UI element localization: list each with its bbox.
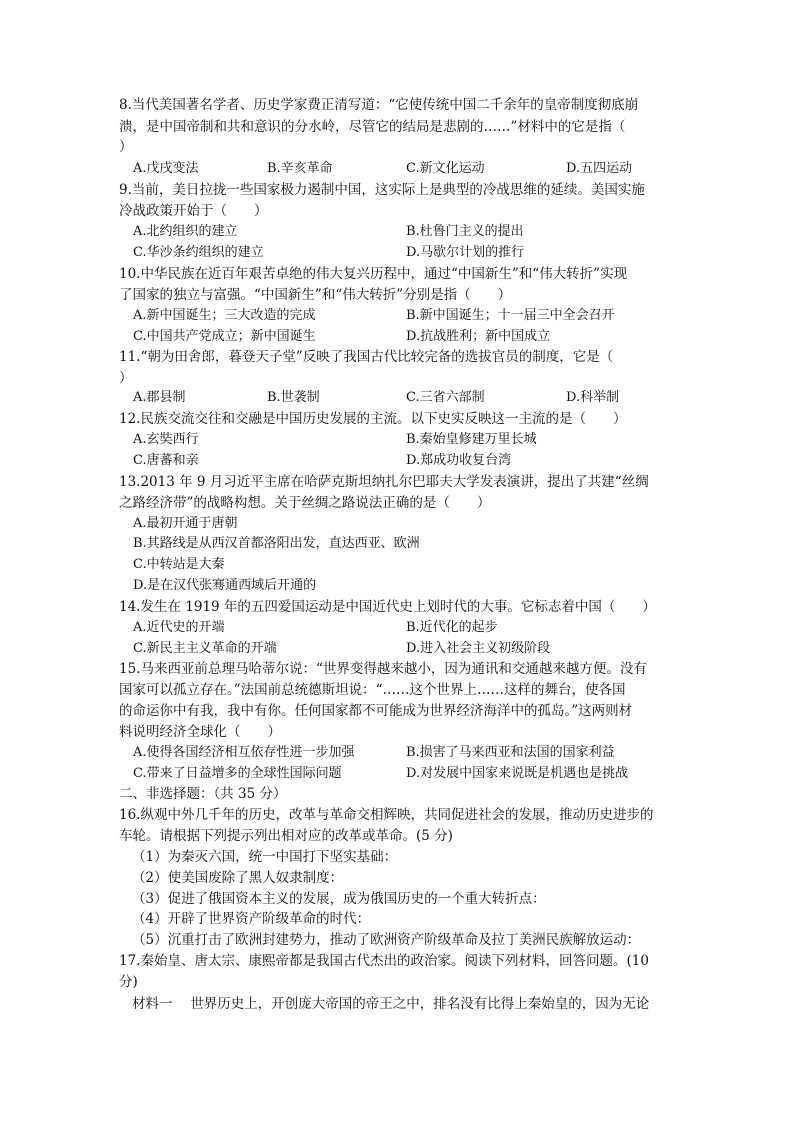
q8-stem-line-3: ） bbox=[119, 139, 133, 155]
q10-option-c: C.中国共产党成立；新中国诞生 bbox=[133, 329, 316, 344]
q14-option-c: C.新民主主义革命的开端 bbox=[133, 641, 277, 656]
q8-option-b: B.辛亥革命 bbox=[267, 161, 333, 176]
q10-stem-line-2: 了国家的独立与富强。“中国新生”和“伟大转折”分别是指（ ） bbox=[119, 287, 512, 303]
q16-item-2: （2）使美国废除了黑人奴隶制度： bbox=[132, 870, 344, 886]
q8-option-a: A.戊戌变法 bbox=[133, 161, 199, 176]
q13-stem-line-1: 13.2013 年 9 月习近平主席在哈萨克斯坦纳扎尔巴耶夫大学发表演讲，提出了共建“丝绸 bbox=[119, 474, 649, 490]
q15-stem-line-1: 15.马来西亚前总理马哈蒂尔说：“世界变得越来越小，因为通讯和交通越来越方便。没有 bbox=[119, 661, 647, 677]
q15-stem-line-3: 的命运你中有我，我中有你。任何国家都不可能成为世界经济海洋中的孤岛。”这两则材 bbox=[119, 703, 633, 719]
q15-option-b: B.损害了马来西亚和法国的国家利益 bbox=[406, 745, 615, 760]
q8-option-c: C.新文化运动 bbox=[406, 161, 485, 176]
q11-option-d: D.科举制 bbox=[566, 390, 620, 405]
q16-stem-line-2: 车轮。请根据下列提示列出相对应的改革或革命。(5 分) bbox=[119, 828, 453, 844]
q12-option-d: D.郑成功收复台湾 bbox=[406, 453, 512, 468]
q8-stem-line-1: 8.当代美国著名学者、历史学家费正清写道：“它使传统中国二千余年的皇帝制度彻底崩 bbox=[119, 97, 639, 113]
q17-stem-line-1: 17.秦始皇、唐太宗、康熙帝都是我国古代杰出的政治家。阅读下列材料，回答问题。(10 bbox=[119, 953, 649, 969]
section2-title: 二、非选择题：（共 35 分） bbox=[119, 786, 287, 802]
q11-option-b: B.世袭制 bbox=[267, 390, 320, 405]
q9-option-c: C.华沙条约组织的建立 bbox=[133, 245, 264, 260]
q16-item-4: （4）开辟了世界资产阶级革命的时代： bbox=[132, 911, 371, 927]
q14-stem-line-1: 14.发生在 1919 年的五四爱国运动是中国近代史上划时代的大事。它标志着中国（ ） bbox=[119, 599, 656, 615]
q12-stem-line-1: 12.民族交流交往和交融是中国历史发展的主流。以下史实反映这一主流的是（ ） bbox=[119, 411, 627, 427]
q11-stem-line-1: 11.“朝为田舍郎，暮登天子堂”反映了我国古代比较完备的选拔官员的制度，它是（ bbox=[119, 349, 614, 365]
q10-option-d: D.抗战胜利；新中国成立 bbox=[406, 329, 551, 344]
q11-option-c: C.三省六部制 bbox=[406, 390, 485, 405]
q9-stem-line-1: 9.当前，美日拉拢一些国家极力遏制中国，这实际上是典型的冷战思维的延续。美国实施 bbox=[119, 182, 645, 198]
q9-stem-line-2: 冷战政策开始于（ ） bbox=[119, 203, 268, 219]
q13-stem-line-2: 之路经济带”的战略构想。关于丝绸之路说法正确的是（ ） bbox=[119, 495, 491, 511]
q12-option-b: B.秦始皇修建万里长城 bbox=[406, 432, 537, 447]
q8-option-d: D.五四运动 bbox=[566, 161, 633, 176]
q11-stem-line-2: ） bbox=[119, 370, 133, 386]
q16-item-1: （1）为秦灭六国，统一中国打下坚实基础： bbox=[132, 849, 398, 865]
q11-option-a: A.郡县制 bbox=[133, 390, 186, 405]
q15-stem-line-2: 国家可以孤立存在。”法国前总统德斯坦说：“……这个世界上……这样的舞台，使各国 bbox=[119, 682, 626, 698]
q15-option-a: A.使得各国经济相互依存性进一步加强 bbox=[133, 745, 355, 760]
q16-stem-line-1: 16.纵观中外几千年的历史，改革与革命交相辉映，共同促进社会的发展，推动历史进步的 bbox=[119, 807, 654, 823]
q9-option-d: D.马歇尔计划的推行 bbox=[406, 245, 525, 260]
q12-option-a: A.玄奘西行 bbox=[133, 432, 199, 447]
q17-material-1: 材料一 世界历史上，开创庞大帝国的帝王之中，排名没有比得上秦始皇的，因为无论 bbox=[132, 996, 650, 1012]
q13-option-a: A.最初开通于唐朝 bbox=[133, 516, 238, 531]
q13-option-b: B.其路线是从西汉首都洛阳出发，直达西亚、欧洲 bbox=[133, 536, 420, 551]
q9-option-b: B.杜鲁门主义的提出 bbox=[406, 224, 524, 239]
q17-stem-line-2: 分) bbox=[119, 974, 138, 990]
q10-stem-line-1: 10.中华民族在近百年艰苦卓绝的伟大复兴历程中，通过“中国新生”和“伟大转折”实现 bbox=[119, 266, 628, 282]
q13-option-c: C.中转站是大秦 bbox=[133, 557, 225, 572]
q10-option-b: B.新中国诞生；十一届三中全会召开 bbox=[406, 308, 615, 323]
q14-option-a: A.近代史的开端 bbox=[133, 620, 225, 635]
q13-option-d: D.是在汉代张骞通西域后开通的 bbox=[133, 578, 317, 593]
q15-option-c: C.带来了日益增多的全球性国际问题 bbox=[133, 766, 342, 781]
q15-option-d: D.对发展中国家来说既是机遇也是挑战 bbox=[406, 766, 629, 781]
q15-stem-line-4: 料说明经济全球化（ ） bbox=[119, 724, 281, 740]
q9-option-a: A.北约组织的建立 bbox=[133, 224, 238, 239]
q14-option-d: D.进入社会主义初级阶段 bbox=[406, 641, 551, 656]
q16-item-3: （3）促进了俄国资本主义的发展，成为俄国历史的一个重大转折点： bbox=[132, 891, 546, 907]
q10-option-a: A.新中国诞生；三大改造的完成 bbox=[133, 308, 316, 323]
q14-option-b: B.近代化的起步 bbox=[406, 620, 498, 635]
q12-option-c: C.唐蕃和亲 bbox=[133, 453, 199, 468]
q16-item-5: （5）沉重打击了欧洲封建势力，推动了欧洲资产阶级革命及拉丁美洲民族解放运动： bbox=[132, 932, 641, 948]
q8-stem-line-2: 溃，是中国帝制和共和意识的分水岭，尽管它的结局是悲剧的……”材料中的它是指（ bbox=[119, 119, 626, 135]
